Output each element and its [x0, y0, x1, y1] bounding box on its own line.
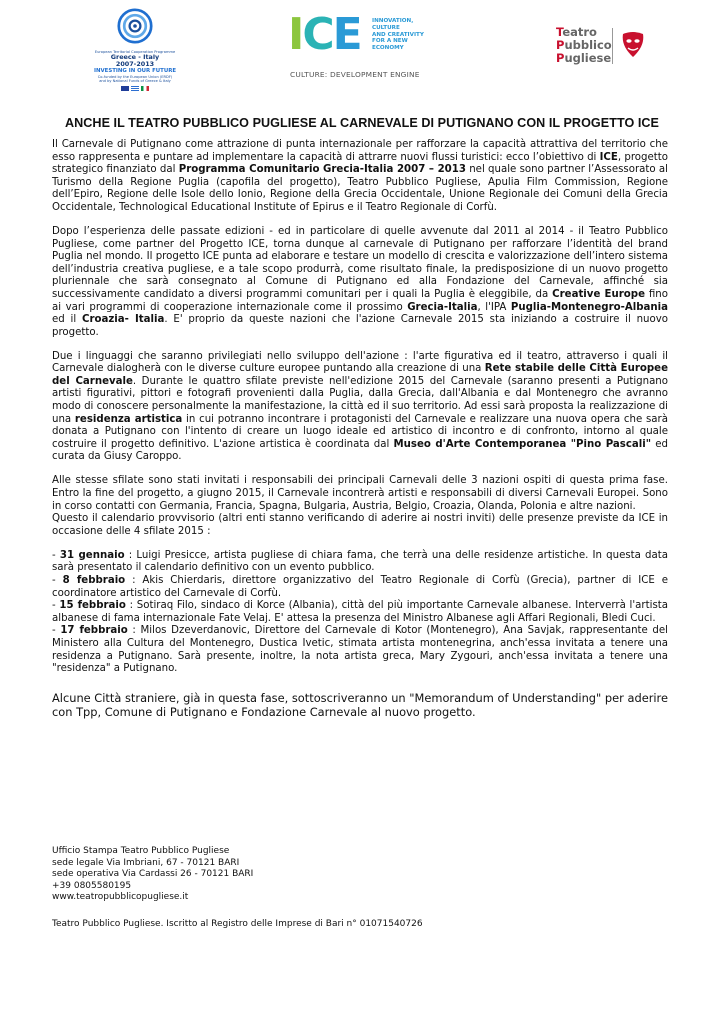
greece-italy-emblem-icon [117, 8, 153, 44]
press-office-contacts [52, 846, 552, 904]
paragraph-intro: Il Carnevale di Putignano come attrazione di punta internazionale per rafforzare la capacità attrattiva del territorio che esso rappresenta e puntare ad implementare la capacità di attrarre nuovi flussi turistici: ecco l’obiettivo di ICE, progetto strategico finanziato dal Programma Comunitario Grecia-Italia 2007 – 2013 nel quale sono partner l’Assessorato al Turismo della Regione Puglia (capofila del progetto), Teatro Pubblico Pugliese, Apulia Film Commission, Regione dell’Epiro, Regione delle Isole dello Ionio, Regione della Grecia Occidentale, Unione Regionale dei Comuni della Grecia Occidentale, Technological Educational Institute of Epirus e il Teatro Regionale di Corfù. [52, 139, 668, 213]
paragraph-carnivals: Alle stesse sfilate sono stati invitati i responsabili dei principali Carnevali delle 3 nazioni ospiti di questa prima fase. Entro la fine del progetto, a giugno 2015, il Carnevale incontrerà artisti e responsabili di diversi Carnevali Europei. Sono in corso contatti con Germania, Francia, Spagna, Bulgaria, Austria, Belgio, Croazia, Olanda, Polonia e altre nazioni. [52, 475, 668, 512]
programme-caption: European Territorial Cooperation Programme [94, 50, 176, 54]
programme-slogan: INVESTING IN OUR FUTURE [93, 68, 177, 75]
paragraph-calendar-intro: Questo il calendario provvisorio (altri enti stanno verificando di aderire ai nostri inviti) delle presenze previste da ICE in occasione delle 4 sfilate 2015 : [52, 513, 668, 537]
page-title: ANCHE IL TEATRO PUBBLICO PUGLIESE AL CARNEVALE DI PUTIGNANO CON IL PROGETTO ICE [64, 116, 660, 130]
logo-divider [612, 28, 613, 64]
cofunded-caption: Co-funded by the European Union (ERDF) [97, 75, 173, 80]
ice-wordmark: ICE [288, 9, 361, 60]
press-office-name: Ufficio Stampa Teatro Pubblico Pugliese [52, 846, 230, 856]
flags [80, 86, 190, 92]
ice-logo [288, 10, 448, 90]
greece-flag-icon [131, 86, 139, 91]
schedule-item: - 31 gennaio : Luigi Presicce, artista pugliese di chiara fama, che terrà una delle residenze artistiche. In questa data sarà presentato il calendario definitivo con un evento pubblico. [52, 549, 669, 574]
article-body [52, 139, 668, 731]
website-link[interactable]: www.teatropubblicopugliese.it [52, 892, 189, 903]
theatre-mask-icon [618, 30, 648, 60]
national-funds-caption: and by National Funds of Greece & Italy [99, 79, 171, 84]
ice-tagline: INNOVATION, CULTURE AND CREATIVITY FOR A NEW ECONOMY [372, 18, 424, 52]
eu-flag-icon [121, 86, 129, 91]
teatro-pubblico-pugliese-logo [556, 26, 676, 76]
page-header [0, 0, 724, 110]
operative-address: sede operativa Via Cardassi 26 - 70121 BARI [52, 869, 254, 880]
company-registration: Teatro Pubblico Pugliese. Iscritto al Registro delle Imprese di Bari n° 01071540726 [52, 919, 423, 929]
programme-name: Greece - Italy [110, 53, 160, 62]
italy-flag-icon [141, 86, 149, 91]
greece-italy-programme-logo [80, 8, 190, 100]
programme-years: 2007-2013 [115, 60, 155, 69]
phone-number: +39 0805580195 [52, 880, 132, 891]
legal-address: sede legale Via Imbriani, 67 - 70121 BARI [52, 857, 240, 868]
paragraph-languages: Due i linguaggi che saranno privilegiati nello sviluppo dell'azione : l'arte figurativa ed il teatro, attraverso i quali il Carnevale dialogherà con le diverse culture europee puntando alla creazione di una Rete stabile delle Città Europee del Carnevale. Durante le quattro sfilate previste nell'edizione 2015 del Carnevale (saranno presenti a Putignano artisti figurativi, pittori e fotografi provenienti dalla Puglia, dalla Grecia, dall'Albania e dal Montenegro che avranno modo di conoscere personalmente la manifestazione, la città ed il suo territorio. Ad essi sarà proposta la realizzazione di una residenza artistica in cui potranno incontrare i protagonisti del Carnevale e realizzare una nuova opera che sarà donata a Putignano con l'intento di creare un luogo ideale ed artistico di incontro e di confronto, intorno al quale costruire il progetto definitivo. L'azione artistica è coordinata dal Museo d'Arte Contemporanea "Pino Pascali" ed curata da Giusy Caroppo. [52, 350, 669, 463]
ice-subtitle: CULTURE: DEVELOPMENT ENGINE [290, 70, 420, 79]
schedule-item: - 17 febbraio : Milos Dzeverdanovic, Direttore del Carnevale di Kotor (Montenegro), Ana Savjak, rappresentante del Ministero alla Cultura del Montenegro, Dustica Ivetic, stimata artista montenegrina, anch'essa invitata a tenere una residenza a Putignano. Sarà presente, inoltre, la nota artista greca, Mary Zygouri, anch'essa invitata a tenere una "residenza" a Putignano. [52, 625, 668, 675]
paragraph-closing: Alcune Città straniere, già in questa fase, sottoscriveranno un "Memorandum of Understanding" per aderire con Tpp, Comune di Putignano e Fondazione Carnevale al nuovo progetto. [52, 690, 668, 720]
schedule-item: - 8 febbraio : Akis Chierdaris, direttore organizzativo del Teatro Regionale di Corfù (Grecia), partner di ICE e coordinatore artistico del Carnevale di Corfù. [52, 574, 668, 599]
schedule-item: - 15 febbraio : Sotiraq Filo, sindaco di Korce (Albania), città del più importante Carnevale albanese. Interverrà l'artista albanese di fama internazionale Fate Velaj. E' attesa la presenza del Ministro Albanese agli Affari Regionali, Bledi Cuci. [52, 600, 668, 624]
teatro-logo-text: Teatro Pubblico Pugliese [556, 25, 612, 65]
paragraph-project: Dopo l’esperienza delle passate edizioni - ed in particolare di quelle avvenute dal 2011 al 2014 - il Teatro Pubblico Pugliese, come partner del Progetto ICE, torna dunque al carnevale di Putignano per rafforzare l’identità del brand Puglia nel mondo. Il progetto ICE punta ad elaborare e testare un modello di crescita e valorizzazione dell’intero sistema dell’industria creativa pugliese, e a tale scopo produrrà, come risultato finale, la predisposizione di un nuovo progetto pluriennale che sarà consegnato al Comune di Putignano ed alla Fondazione del Carnevale, affinché sia successivamente candidato a diversi programmi comunitari per i quali la Puglia è eleggibile, da Creative Europe fino ai vari programmi di cooperazione internazionale come il prossimo Grecia-Italia, l'IPA Puglia-Montenegro-Albania ed il Croazia- Italia. E' proprio da queste nazioni che l'azione Carnevale 2015 sta iniziando a costruire il nuovo progetto. [52, 225, 668, 338]
